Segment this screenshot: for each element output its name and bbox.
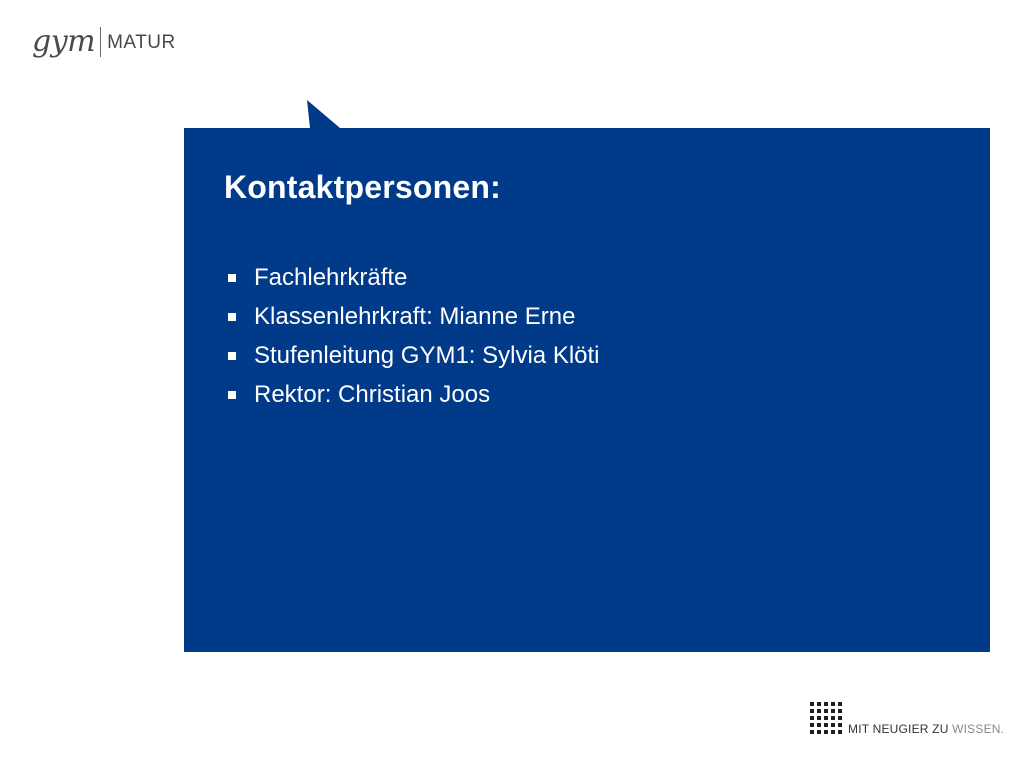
list-item-text: Stufenleitung GYM1: Sylvia Klöti (254, 341, 600, 369)
square-bullet-icon (228, 391, 236, 399)
claim-text (848, 723, 1004, 735)
dot-grid-icon (810, 702, 842, 734)
square-bullet-icon (228, 274, 236, 282)
claim-text-dark: MIT NEUGIER ZU (848, 722, 953, 736)
list-item (228, 375, 600, 414)
list-item-text: Rektor: Christian Joos (254, 380, 491, 408)
list-item (228, 336, 600, 375)
logo-divider (100, 27, 101, 57)
logo-matur-text: MATUR (107, 31, 176, 53)
list-item-text: Klassenlehrkraft: Mianne Erne (254, 302, 576, 330)
gym-matur-logo (32, 22, 176, 62)
square-bullet-icon (228, 352, 236, 360)
speech-bubble-tail (300, 98, 348, 130)
list-item (228, 258, 600, 297)
claim-text-light: WISSEN. (952, 722, 1005, 736)
logo-gym-text: gym (32, 24, 96, 59)
square-bullet-icon (228, 313, 236, 321)
contact-list (228, 258, 600, 414)
list-item-text: Fachlehrkräfte (254, 263, 408, 291)
slide-title: Kontaktpersonen: (224, 169, 501, 205)
speech-bubble (184, 128, 990, 652)
claim (810, 702, 1004, 734)
list-item (228, 297, 600, 336)
